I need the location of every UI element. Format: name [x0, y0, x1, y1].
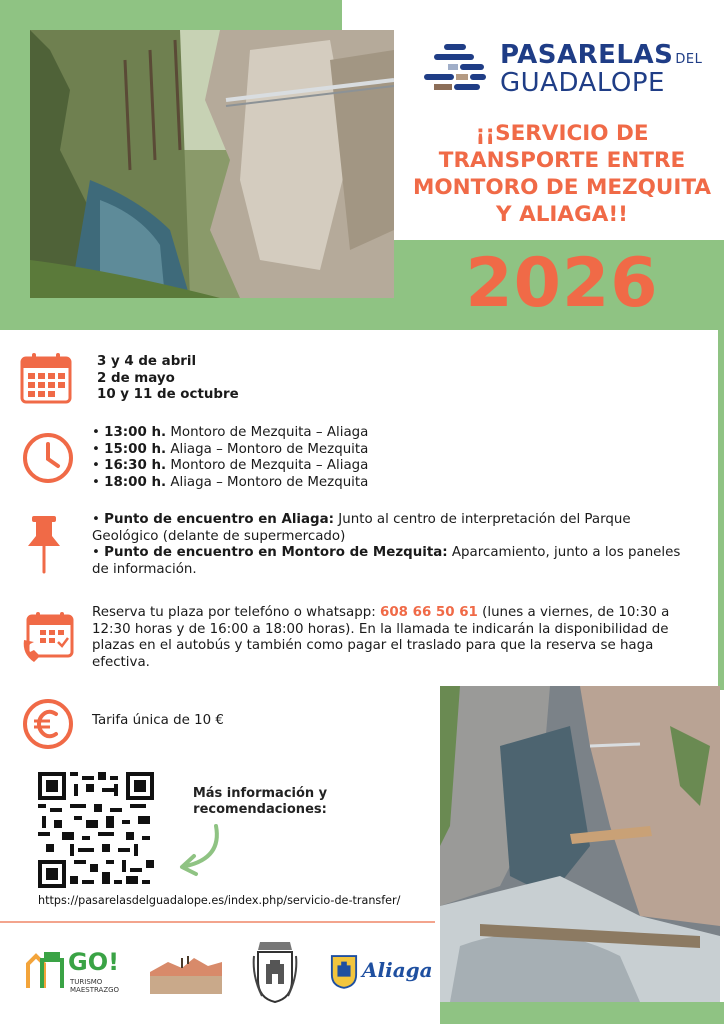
meeting-points [92, 512, 692, 578]
schedule-list [92, 425, 368, 491]
go-subtitle: TURISMO MAESTRAZGO [70, 978, 120, 994]
pasarelas-logo [420, 36, 710, 100]
brand-del: DEL [675, 52, 703, 67]
qr-code[interactable] [38, 772, 154, 888]
more-info-label: Más información y recomendaciones: [192, 786, 328, 817]
calendar-icon [18, 350, 74, 406]
meeting-point-montoro: • Punto de encuentro en Montoro de Mezquita: Aparcamiento, junto a los paneles de información. [92, 545, 681, 577]
go-turismo-maestrazgo-logo [24, 948, 130, 996]
municipal-crest-icon [250, 936, 300, 1006]
schedule-item: • 16:30 h. Montoro de Mezquita – Aliaga [92, 458, 369, 473]
meeting-point-aliaga: • Punto de encuentro en Aliaga: Junto al centro de interpretación del Parque Geológico (delante de supermercado) [92, 512, 631, 544]
pasarelas-mark-icon [420, 40, 492, 96]
aliaga-logo [330, 950, 433, 994]
reservation-text: Reserva tu plaza por telefóno o whatsapp: 608 66 50 61 (lunes a viernes, de 10:30 a 12:30 horas y de 16:00 a 18:00 horas). En la llamada te indicarán la disponibilidad de plazas en el autobús y también como pagar el traslado para que la reserva se haga efectiva. [92, 605, 670, 670]
brand-line1: PASARELAS DEL [500, 40, 703, 70]
aliaga-shield-icon [330, 952, 358, 990]
fare-text: Tarifa única de 10 € [92, 713, 224, 728]
bottom-green-strip [440, 1002, 724, 1024]
year: 2026 [465, 244, 659, 323]
euro-icon [20, 696, 76, 752]
side-green-strip [718, 330, 724, 690]
pushpin-icon [22, 514, 66, 574]
info-url[interactable]: https://pasarelasdelguadalope.es/index.php/servicio-de-transfer/ [38, 894, 401, 907]
schedule-item: • 13:00 h. Montoro de Mezquita – Aliaga [92, 425, 369, 440]
dates-list [97, 354, 239, 404]
schedule-item: • 18:00 h. Aliaga – Montoro de Mezquita [92, 474, 369, 490]
tierras-logo [148, 952, 224, 1000]
headline: ¡¡SERVICIO DE TRANSPORTE ENTRE MONTORO DE MEZQUITA Y ALIAGA!! [413, 121, 711, 227]
phone-calendar-icon [20, 610, 76, 666]
date-item: 10 y 11 de octubre [97, 387, 239, 402]
brand-line2: GUADALOPE [500, 68, 665, 98]
schedule-item: • 15:00 h. Aliaga – Montoro de Mezquita [92, 441, 369, 457]
aliaga-wordmark: Aliaga [362, 958, 433, 982]
go-castle-icon [24, 950, 66, 990]
footer-divider [0, 921, 435, 923]
date-item: 2 de mayo [97, 370, 175, 386]
curved-arrow-icon [168, 820, 238, 882]
gorge-bridge-photo [440, 686, 720, 1002]
canyon-walkway-photo [30, 30, 394, 298]
date-item: 3 y 4 de abril [97, 354, 197, 369]
clock-icon [20, 430, 76, 486]
go-text: GO! [68, 948, 120, 976]
phone-number[interactable]: 608 66 50 61 [380, 605, 478, 620]
